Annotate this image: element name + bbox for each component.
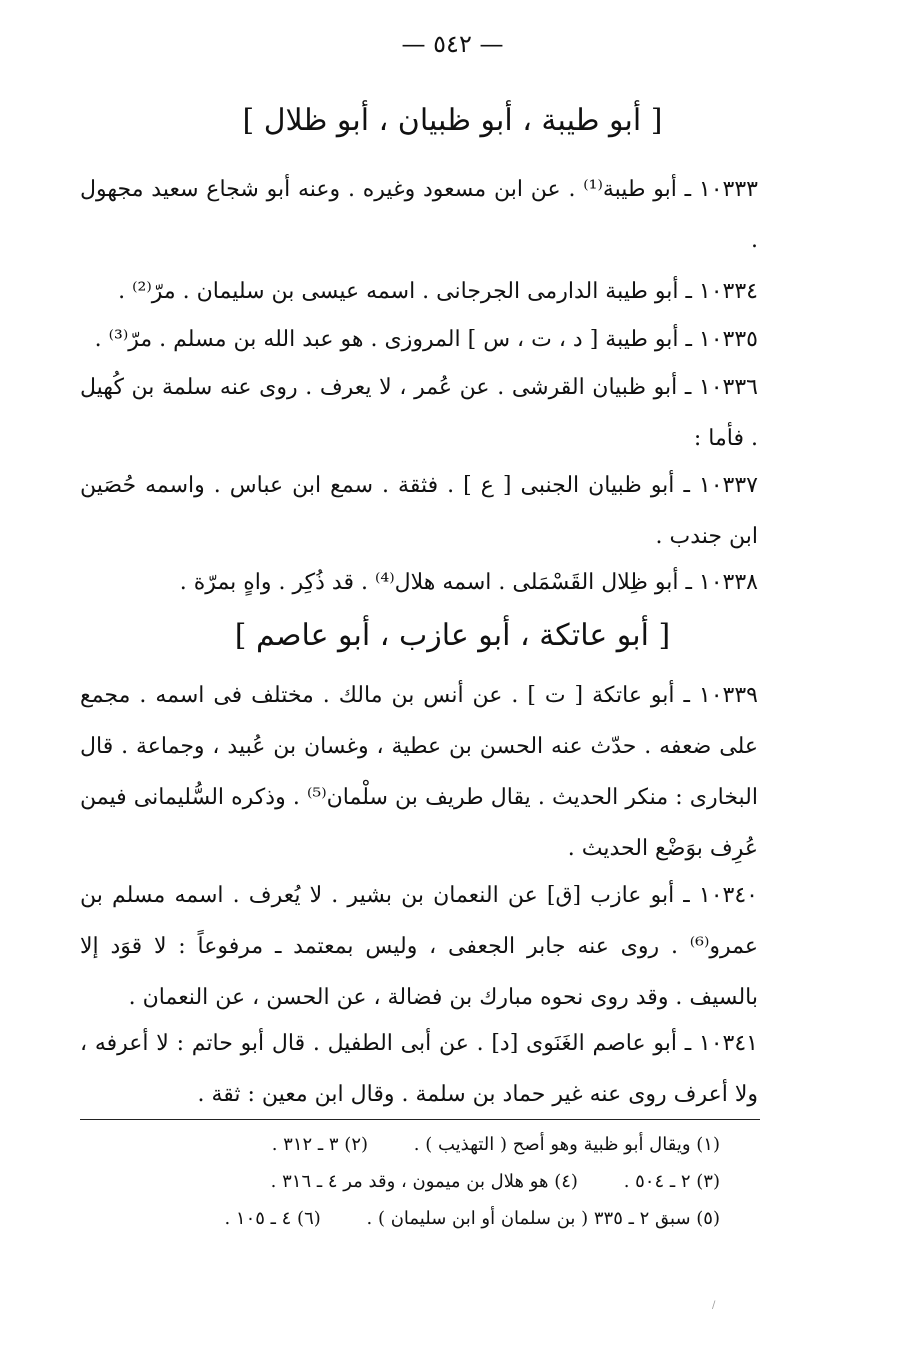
page-number: — ٥٤٢ — — [401, 30, 504, 58]
entry-10338 — [80, 557, 758, 608]
section-heading-2: [ أبو عاتكة ، أبو عازب ، أبو عاصم ] — [234, 618, 671, 653]
scan-mark: / — [712, 1300, 716, 1311]
footnote-line — [80, 1200, 720, 1237]
entry-10333 — [80, 164, 758, 266]
footnote-line — [80, 1163, 720, 1200]
footnote: (٦) ٤ ـ ١٠٥ . — [224, 1208, 321, 1229]
entry-text: ١٠٣٤٠ ـ أبو عازب [ق] عن النعمان بن بشير . لا يُعرف . اسمه مسلم بن عمرو⁽⁶⁾ . روى عنه جابر الجعفى ، وليس بمعتمد ـ مرفوعاً : لا قوَد إلا بالسيف . وقد روى نحوه مبارك بن فضالة ، عن الحسن ، عن النعمان . — [80, 883, 758, 1010]
entry-10337 — [80, 460, 758, 562]
entry-text: ١٠٣٣٣ ـ أبو طيبة⁽¹⁾ . عن ابن مسعود وغيره . وعنه أبو شجاع سعيد مجهول . — [80, 177, 758, 253]
entry-text: ١٠٣٤١ ـ أبو عاصم الغَنَوى [د] . عن أبى الطفيل . قال أبو حاتم : لا أعرفه ، ولا أعرف روى عنه غير حماد بن سلمة . وقال ابن معين : ثقة . — [80, 1031, 758, 1107]
entry-text: ١٠٣٣٧ ـ أبو ظبيان الجنبى [ ع ] . فثقة . سمع ابن عباس . واسمه حُصَين ابن جندب . — [80, 473, 758, 549]
entry-text: ١٠٣٣٨ ـ أبو ظِلال القَسْمَلى . اسمه هلال⁽⁴⁾ . قد ذُكِر . واهٍ بمرّة . — [179, 570, 758, 595]
footnote: (٥) سبق ٢ ـ ٣٣٥ ( بن سلمان أو ابن سليمان ) . — [366, 1208, 720, 1229]
entry-10334 — [80, 266, 758, 317]
footnotes — [80, 1126, 720, 1237]
footnote: (٣) ٢ ـ ٥٠٤ . — [623, 1171, 720, 1192]
entry-10341 — [80, 1018, 758, 1120]
entry-10339 — [80, 670, 758, 874]
footnote: (٢) ٣ ـ ٣١٢ . — [271, 1134, 369, 1155]
entry-10336 — [80, 362, 758, 464]
entry-text: ١٠٣٣٥ ـ أبو طيبة [ د ، ت ، س ] المروزى . هو عبد الله بن مسلم . مرّ⁽³⁾ . — [94, 327, 758, 352]
entry-text: ١٠٣٣٦ ـ أبو ظبيان القرشى . عن عُمر ، لا يعرف . روى عنه سلمة بن كُهيل . فأما : — [80, 375, 758, 451]
entry-10340 — [80, 870, 758, 1023]
footnote: (١) ويقال أبو ظبية وهو أصح ( التهذيب ) . — [413, 1134, 720, 1155]
section-heading-1: [ أبو طيبة ، أبو ظبيان ، أبو ظلال ] — [242, 103, 663, 138]
entry-text: ١٠٣٣٩ ـ أبو عاتكة [ ت ] . عن أنس بن مالك . مختلف فى اسمه . مجمع على ضعفه . حدّث عنه الحسن بن عطية ، وغسان بن عُبيد ، وجماعة . قال البخارى : منكر الحديث . يقال طريف بن سلْمان⁽⁵⁾ . وذكره السُّليمانى فيمن عُرِف بوَضْع الحديث . — [80, 683, 759, 861]
footnote: (٤) هو هلال بن ميمون ، وقد مر ٤ ـ ٣١٦ . — [270, 1171, 578, 1192]
footnote-line — [80, 1126, 720, 1163]
entry-10335 — [80, 314, 758, 365]
footnote-rule — [80, 1119, 760, 1120]
entry-text: ١٠٣٣٤ ـ أبو طيبة الدارمى الجرجانى . اسمه عيسى بن سليمان . مرّ⁽²⁾ . — [118, 279, 758, 304]
